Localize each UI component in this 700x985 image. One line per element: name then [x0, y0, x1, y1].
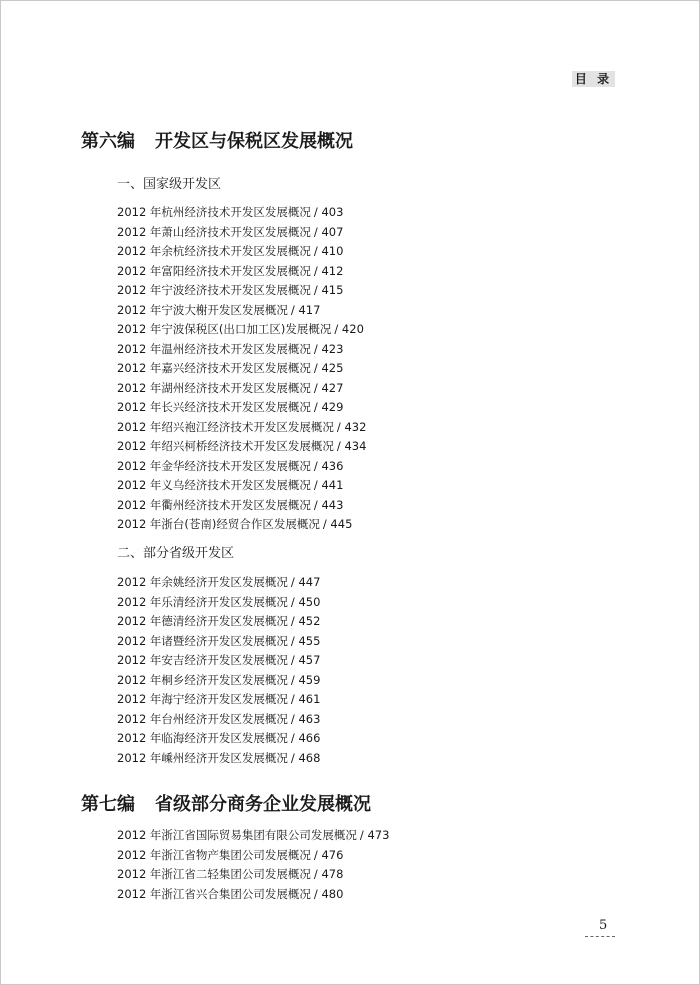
toc-entry[interactable] — [117, 749, 320, 769]
page-number: 5 — [599, 918, 608, 933]
toc-entry[interactable] — [117, 671, 320, 691]
toc-entry[interactable] — [117, 885, 389, 905]
toc-list — [117, 826, 389, 904]
toc-entry-page: / 455 — [290, 633, 321, 648]
toc-entry-page: / 443 — [313, 497, 344, 512]
toc-entry-text: 2012 年嵊州经济开发区发展概况 — [117, 750, 288, 765]
toc-entry-page: / 457 — [290, 653, 321, 667]
toc-entry[interactable] — [117, 457, 366, 477]
toc-entry[interactable] — [117, 398, 366, 418]
toc-entry[interactable] — [117, 242, 366, 262]
toc-entry-text: 2012 年安吉经济开发区发展概况 — [117, 653, 288, 667]
toc-entry-text: 2012 年宁波大榭开发区发展概况 — [117, 302, 288, 317]
header-label: 目 录 — [572, 71, 615, 87]
toc-entry[interactable] — [117, 379, 366, 399]
toc-entry[interactable] — [117, 593, 320, 613]
toc-entry-text: 2012 年海宁经济开发区发展概况 — [117, 692, 288, 706]
toc-entry-text: 2012 年桐乡经济开发区发展概况 — [117, 672, 288, 687]
toc-entry[interactable] — [117, 496, 366, 516]
toc-entry-page: / 466 — [290, 731, 321, 745]
toc-entry[interactable] — [117, 340, 366, 360]
toc-entry-text: 2012 年余杭经济技术开发区发展概况 — [117, 244, 311, 258]
section-name: 开发区与保税区发展概况 — [155, 131, 353, 152]
toc-entry-page: / 417 — [290, 302, 321, 317]
toc-entry-page: / 434 — [336, 439, 367, 453]
toc-entry[interactable] — [117, 476, 366, 496]
toc-entry-text: 2012 年绍兴袍江经济技术开发区发展概况 — [117, 419, 334, 434]
toc-entry[interactable] — [117, 418, 366, 438]
toc-entry-text: 2012 年乐清经济开发区发展概况 — [117, 594, 288, 609]
toc-entry-page: / 447 — [290, 575, 321, 589]
toc-entry-page: / 429 — [313, 400, 344, 414]
toc-entry-text: 2012 年临海经济开发区发展概况 — [117, 731, 288, 745]
toc-entry-text: 2012 年富阳经济技术开发区发展概况 — [117, 263, 311, 278]
toc-entry-text: 2012 年萧山经济技术开发区发展概况 — [117, 224, 311, 239]
toc-entry-page: / 463 — [290, 711, 321, 726]
toc-entry-page: / 415 — [313, 283, 344, 297]
toc-entry-text: 2012 年义乌经济技术开发区发展概况 — [117, 478, 311, 492]
footer-divider — [585, 936, 615, 937]
toc-entry-text: 2012 年湖州经济技术开发区发展概况 — [117, 380, 311, 395]
toc-entry[interactable] — [117, 729, 320, 749]
toc-entry[interactable] — [117, 515, 366, 535]
toc-entry-text: 2012 年宁波保税区(出口加工区)发展概况 — [117, 322, 332, 336]
toc-entry-page: / 423 — [313, 341, 344, 356]
toc-entry-page: / 407 — [313, 224, 344, 239]
toc-entry-text: 2012 年衢州经济技术开发区发展概况 — [117, 497, 311, 512]
section-number: 第六编 — [81, 131, 135, 152]
toc-entry-page: / 427 — [313, 380, 344, 395]
toc-entry-text: 2012 年浙江省兴合集团公司发展概况 — [117, 886, 311, 901]
toc-entry-page: / 432 — [336, 419, 367, 434]
toc-entry[interactable] — [117, 651, 320, 671]
toc-entry-text: 2012 年金华经济技术开发区发展概况 — [117, 458, 311, 473]
toc-list — [117, 573, 320, 768]
toc-list — [117, 203, 366, 535]
toc-entry[interactable] — [117, 262, 366, 282]
section-title — [81, 130, 353, 154]
toc-entry-text: 2012 年绍兴柯桥经济技术开发区发展概况 — [117, 439, 334, 453]
toc-entry-text: 2012 年余姚经济开发区发展概况 — [117, 575, 288, 589]
toc-entry-page: / 445 — [322, 517, 353, 531]
toc-entry[interactable] — [117, 359, 366, 379]
toc-entry-page: / 412 — [313, 263, 344, 278]
toc-entry[interactable] — [117, 632, 320, 652]
toc-entry-page: / 436 — [313, 458, 344, 473]
toc-entry-page: / 410 — [313, 244, 344, 258]
toc-entry[interactable] — [117, 203, 366, 223]
toc-entry[interactable] — [117, 437, 366, 457]
toc-entry[interactable] — [117, 865, 389, 885]
toc-entry-text: 2012 年长兴经济技术开发区发展概况 — [117, 400, 311, 414]
toc-entry-text: 2012 年宁波经济技术开发区发展概况 — [117, 283, 311, 297]
toc-entry-page: / 473 — [359, 828, 390, 842]
toc-entry-page: / 420 — [334, 322, 364, 336]
toc-entry-page: / 452 — [290, 614, 321, 628]
group-title: 一、国家级开发区 — [117, 177, 222, 192]
toc-entry-page: / 450 — [290, 594, 321, 609]
toc-entry[interactable] — [117, 710, 320, 730]
toc-entry-page: / 459 — [290, 672, 321, 687]
toc-entry-text: 2012 年浙台(苍南)经贸合作区发展概况 — [117, 517, 320, 531]
toc-entry-page: / 476 — [313, 847, 344, 862]
toc-entry[interactable] — [117, 223, 366, 243]
toc-entry-text: 2012 年浙江省二轻集团公司发展概况 — [117, 867, 311, 881]
toc-entry-page: / 441 — [313, 478, 344, 492]
section-number: 第七编 — [81, 794, 135, 815]
toc-entry-page: / 461 — [290, 692, 321, 706]
toc-entry-page: / 468 — [290, 750, 321, 765]
toc-entry-page: / 425 — [313, 361, 344, 375]
toc-entry-page: / 478 — [313, 867, 344, 881]
toc-entry-text: 2012 年诸暨经济开发区发展概况 — [117, 633, 288, 648]
toc-entry-page: / 480 — [313, 886, 344, 901]
toc-entry[interactable] — [117, 301, 366, 321]
section-name: 省级部分商务企业发展概况 — [155, 794, 371, 815]
toc-entry-text: 2012 年台州经济开发区发展概况 — [117, 711, 288, 726]
toc-entry[interactable] — [117, 612, 320, 632]
toc-entry[interactable] — [117, 690, 320, 710]
toc-entry[interactable] — [117, 573, 320, 593]
toc-entry-text: 2012 年浙江省物产集团公司发展概况 — [117, 847, 311, 862]
toc-entry[interactable] — [117, 320, 366, 340]
toc-entry-text: 2012 年杭州经济技术开发区发展概况 — [117, 205, 311, 219]
toc-entry-page: / 403 — [313, 205, 344, 219]
section-title — [81, 793, 371, 817]
toc-entry[interactable] — [117, 826, 389, 846]
toc-entry-text: 2012 年嘉兴经济技术开发区发展概况 — [117, 361, 311, 375]
toc-entry-text: 2012 年德清经济开发区发展概况 — [117, 614, 288, 628]
toc-entry-text: 2012 年温州经济技术开发区发展概况 — [117, 341, 311, 356]
toc-entry[interactable] — [117, 281, 366, 301]
group-title: 二、部分省级开发区 — [117, 546, 235, 561]
toc-entry[interactable] — [117, 846, 389, 866]
toc-entry-text: 2012 年浙江省国际贸易集团有限公司发展概况 — [117, 828, 357, 842]
